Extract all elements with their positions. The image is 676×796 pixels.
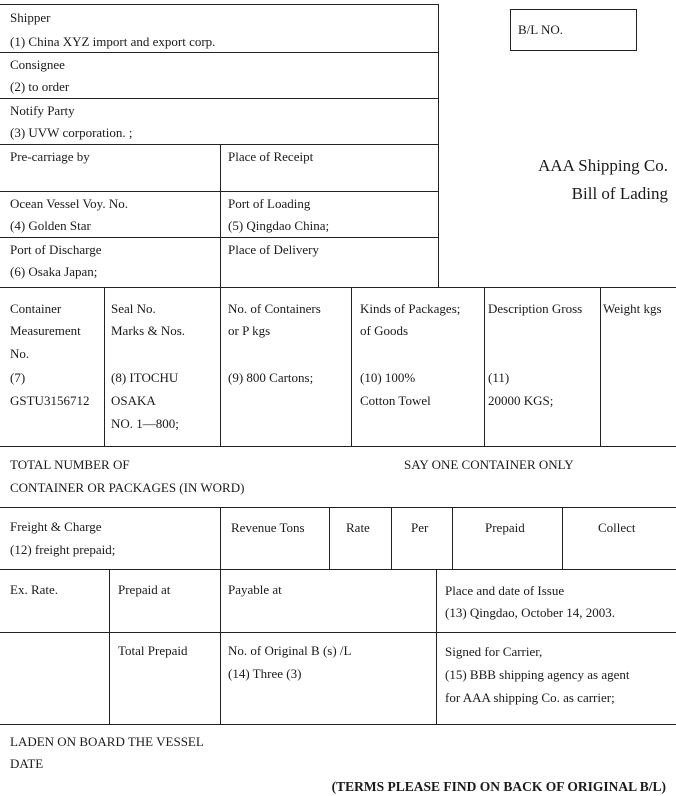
rule [0, 237, 438, 238]
place-date-issue-value: (13) Qingdao, October 14, 2003. [445, 605, 616, 620]
rule [0, 724, 676, 725]
container-number: GSTU3156712 [10, 393, 90, 408]
marks-value-2: OSAKA [111, 393, 156, 408]
ocean-vessel-value: (4) Golden Star [10, 218, 91, 233]
rule [220, 507, 221, 724]
bl-no-label: B/L NO. [518, 22, 564, 37]
of-goods-label: of Goods [360, 323, 409, 338]
description-gross-label: Description Gross [488, 301, 583, 316]
no-label: No. [10, 346, 30, 361]
rule [0, 52, 438, 53]
rule [452, 507, 453, 569]
prepaid-label: Prepaid [485, 520, 525, 535]
rule [0, 507, 676, 508]
consignee-value: (2) to order [10, 79, 70, 94]
total-prepaid-label: Total Prepaid [118, 643, 188, 658]
revenue-tons-label: Revenue Tons [231, 520, 305, 535]
company-name: AAA Shipping Co. [538, 156, 668, 175]
ocean-vessel-label: Ocean Vessel Voy. No. [10, 196, 128, 211]
measurement-label: Measurement [10, 323, 81, 338]
rule [0, 191, 438, 192]
notify-party-value: (3) UVW corporation. ; [10, 125, 133, 140]
marks-nos-label: Marks & Nos. [111, 323, 186, 338]
rule [0, 144, 438, 145]
payable-at-label: Payable at [228, 582, 282, 597]
total-number-label: TOTAL NUMBER OF [10, 457, 130, 472]
field-7-number: (7) [10, 370, 26, 385]
original-bl-label: No. of Original B (s) /L [228, 643, 352, 658]
signed-for-carrier-label: Signed for Carrier, [445, 644, 543, 659]
rule [220, 144, 221, 287]
rule [0, 569, 676, 570]
notify-party-label: Notify Party [10, 103, 75, 118]
shipper-value: (1) China XYZ import and export corp. [10, 34, 216, 49]
rate-label: Rate [346, 520, 370, 535]
rule [600, 287, 601, 446]
packages-value-2: Cotton Towel [360, 393, 431, 408]
rule [329, 507, 330, 569]
rule [484, 287, 485, 446]
port-of-discharge-label: Port of Discharge [10, 242, 102, 257]
port-of-loading-value: (5) Qingdao China; [228, 218, 330, 233]
rule [0, 287, 676, 288]
rule [0, 98, 438, 99]
rule [104, 287, 105, 446]
place-of-delivery-label: Place of Delivery [228, 242, 319, 257]
field-11-number: (11) [488, 370, 510, 385]
laden-label: LADEN ON BOARD THE VESSEL [10, 734, 204, 749]
seal-no-label: Seal No. [111, 301, 156, 316]
document-title: Bill of Lading [571, 184, 668, 203]
rule [0, 632, 676, 633]
terms-note: (TERMS PLEASE FIND ON BACK OF ORIGINAL B/L) [331, 779, 666, 794]
per-label: Per [411, 520, 429, 535]
pre-carriage-label: Pre-carriage by [10, 149, 90, 164]
original-bl-value: (14) Three (3) [228, 666, 302, 681]
collect-label: Collect [598, 520, 636, 535]
total-number-value: SAY ONE CONTAINER ONLY [404, 457, 574, 472]
place-date-issue-label: Place and date of Issue [445, 583, 565, 598]
signed-value-2: for AAA shipping Co. as carrier; [445, 690, 615, 705]
marks-value-1: (8) ITOCHU [111, 370, 179, 385]
prepaid-at-label: Prepaid at [118, 582, 171, 597]
port-of-discharge-value: (6) Osaka Japan; [10, 264, 98, 279]
rule [436, 569, 437, 724]
rule [220, 287, 221, 446]
containers-value: (9) 800 Cartons; [228, 370, 314, 385]
gross-weight-value: 20000 KGS; [488, 393, 554, 408]
rule [351, 287, 352, 446]
date-label: DATE [10, 756, 44, 771]
place-of-receipt-label: Place of Receipt [228, 149, 314, 164]
shipper-label: Shipper [10, 10, 51, 25]
ex-rate-label: Ex. Rate. [10, 582, 59, 597]
freight-charge-label: Freight & Charge [10, 519, 102, 534]
kinds-of-packages-label: Kinds of Packages; [360, 301, 461, 316]
signed-value-1: (15) BBB shipping agency as agent [445, 667, 630, 682]
rule [438, 4, 439, 287]
freight-charge-value: (12) freight prepaid; [10, 542, 116, 557]
port-of-loading-label: Port of Loading [228, 196, 311, 211]
or-p-kgs-label: or P kgs [228, 323, 271, 338]
rule [562, 507, 563, 569]
rule [0, 4, 438, 5]
rule [391, 507, 392, 569]
container-label: Container [10, 301, 62, 316]
consignee-label: Consignee [10, 57, 65, 72]
marks-value-3: NO. 1—800; [111, 416, 179, 431]
total-number-label-2: CONTAINER OR PACKAGES (IN WORD) [10, 480, 245, 495]
no-of-containers-label: No. of Containers [228, 301, 321, 316]
rule [109, 569, 110, 724]
packages-value-1: (10) 100% [360, 370, 416, 385]
weight-kgs-label: Weight kgs [603, 301, 662, 316]
rule [0, 446, 676, 447]
